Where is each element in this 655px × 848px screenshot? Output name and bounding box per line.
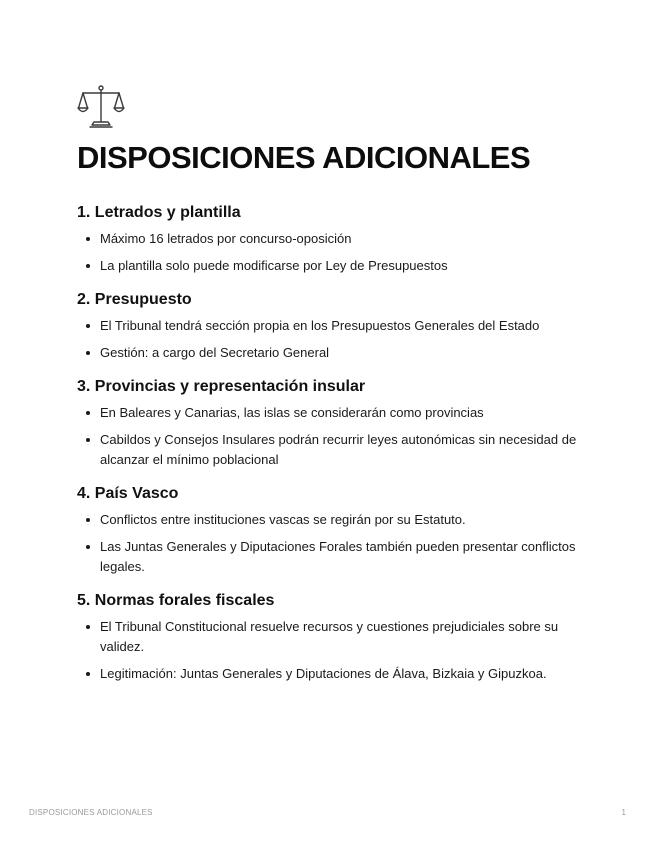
list-item: Conflictos entre instituciones vascas se regirán por su Estatuto. [77, 510, 577, 530]
bullet-list [77, 510, 577, 577]
list-item: Cabildos y Consejos Insulares podrán recurrir leyes autonómicas sin necesidad de alcanzar el mínimo poblacional [77, 430, 577, 470]
list-item: Máximo 16 letrados por concurso-oposición [77, 229, 577, 249]
list-item: Las Juntas Generales y Diputaciones Forales también pueden presentar conflictos legales. [77, 537, 577, 577]
list-item: Legitimación: Juntas Generales y Diputaciones de Álava, Bizkaia y Gipuzkoa. [77, 664, 577, 684]
bullet-list [77, 617, 577, 684]
section-normas-forales [77, 590, 577, 684]
footer-page-number: 1 [621, 808, 626, 817]
section-heading: 5. Normas forales fiscales [77, 592, 275, 609]
bullet-list [77, 403, 577, 470]
section-heading: 1. Letrados y plantilla [77, 204, 241, 221]
section-provincias [77, 376, 577, 470]
list-item: En Baleares y Canarias, las islas se considerarán como provincias [77, 403, 577, 423]
bullet-list [77, 316, 577, 363]
section-pais-vasco [77, 483, 577, 577]
section-heading: 3. Provincias y representación insular [77, 378, 366, 395]
list-item: El Tribunal Constitucional resuelve recursos y cuestiones prejudiciales sobre su validez. [77, 617, 577, 657]
section-presupuesto [77, 289, 577, 363]
bullet-list [77, 229, 577, 276]
list-item: Gestión: a cargo del Secretario General [77, 343, 577, 363]
document-content [77, 84, 577, 684]
section-letrados [77, 202, 577, 276]
section-heading: 2. Presupuesto [77, 291, 192, 308]
list-item: El Tribunal tendrá sección propia en los Presupuestos Generales del Estado [77, 316, 577, 336]
section-heading: 4. País Vasco [77, 485, 179, 502]
footer-document-title: DISPOSICIONES ADICIONALES [29, 808, 153, 817]
document-title: DISPOSICIONES ADICIONALES [77, 140, 531, 175]
list-item: La plantilla solo puede modificarse por Ley de Presupuestos [77, 256, 577, 276]
scales-of-justice-icon [77, 84, 125, 130]
